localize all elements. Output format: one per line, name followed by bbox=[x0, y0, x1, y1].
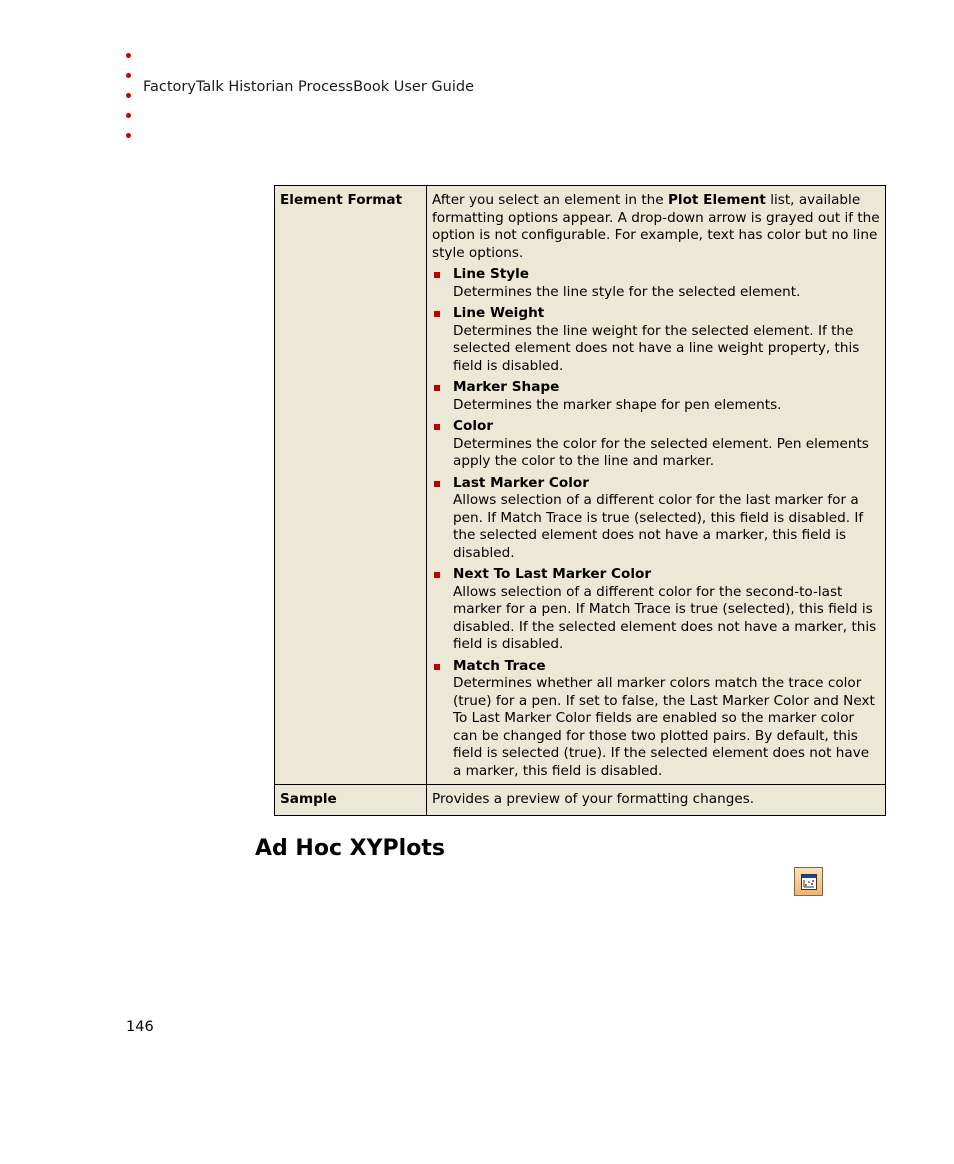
options-table bbox=[274, 185, 886, 816]
square-bullet-icon bbox=[434, 385, 440, 391]
square-bullet-icon bbox=[434, 311, 440, 317]
bullet-dot bbox=[126, 113, 131, 118]
option-desc: Determines the line style for the selected element. bbox=[453, 283, 801, 300]
row-label-sample: Sample bbox=[275, 785, 427, 816]
list-item bbox=[432, 266, 880, 301]
option-name: Next To Last Marker Color bbox=[453, 566, 652, 582]
square-bullet-icon bbox=[434, 664, 440, 670]
list-item bbox=[432, 418, 880, 471]
table-row bbox=[275, 785, 886, 816]
table-row bbox=[275, 186, 886, 785]
row-content-sample: Provides a preview of your formatting changes. bbox=[427, 785, 886, 816]
list-item bbox=[432, 566, 880, 654]
option-desc: Determines the color for the selected element. Pen elements apply the color to the line and marker. bbox=[453, 435, 869, 469]
option-name: Match Trace bbox=[453, 657, 546, 674]
list-item bbox=[432, 658, 880, 781]
square-bullet-icon bbox=[434, 424, 440, 430]
xyplot-glyph-icon bbox=[801, 874, 817, 890]
bullet-dot bbox=[126, 73, 131, 78]
list-item bbox=[432, 305, 880, 375]
intro-text: After you select an element in the bbox=[432, 192, 668, 208]
option-desc: Determines the marker shape for pen elements. bbox=[453, 396, 782, 413]
intro-text: list, available formatting options appear. A drop-down arrow is grayed out if the option is not configurable. For example, text has color but no line style options. bbox=[432, 192, 880, 261]
option-desc: Determines whether all marker colors match the trace color (true) for a pen. If set to false, the Last Marker Color and Next To Last Marker Color fields are enabled so the marker color can be changed for those two plotted pairs. By default, this field is selected (true). If the selected element does not have a marker, this field is disabled. bbox=[453, 675, 875, 779]
list-item bbox=[432, 475, 880, 563]
square-bullet-icon bbox=[434, 272, 440, 278]
bullet-dot bbox=[126, 53, 131, 58]
square-bullet-icon bbox=[434, 572, 440, 578]
option-name: Line Weight bbox=[453, 305, 545, 321]
element-format-intro bbox=[432, 192, 880, 262]
option-name: Color bbox=[453, 418, 494, 434]
section-heading: Ad Hoc XYPlots bbox=[255, 836, 445, 861]
list-item bbox=[432, 379, 880, 414]
option-name: Line Style bbox=[453, 266, 529, 282]
intro-bold-term: Plot Element bbox=[667, 192, 766, 208]
option-name: Marker Shape bbox=[453, 379, 560, 395]
running-header: FactoryTalk Historian ProcessBook User Guide bbox=[143, 79, 475, 95]
bullet-dot bbox=[126, 133, 131, 138]
xyplot-toolbar-icon bbox=[794, 867, 823, 896]
option-name: Last Marker Color bbox=[453, 474, 589, 491]
page-number: 146 bbox=[126, 1019, 154, 1035]
row-content-element-format bbox=[427, 186, 886, 785]
bullet-dot bbox=[126, 93, 131, 98]
format-option-list bbox=[432, 266, 880, 780]
option-desc: Allows selection of a different color for the second-to-last marker for a pen. If Match Trace is true (selected), this field is disabled. If the selected element does not have a marker, this field is disabled. bbox=[453, 583, 877, 652]
square-bullet-icon bbox=[434, 481, 440, 487]
row-label-element-format: Element Format bbox=[275, 186, 427, 785]
option-desc: Determines the line weight for the selected element. If the selected element does not have a line weight property, this field is disabled. bbox=[453, 322, 860, 374]
option-desc: Allows selection of a different color for the last marker for a pen. If Match Trace is true (selected), this field is disabled. If the selected element does not have a marker, this field is disabled. bbox=[453, 492, 864, 561]
